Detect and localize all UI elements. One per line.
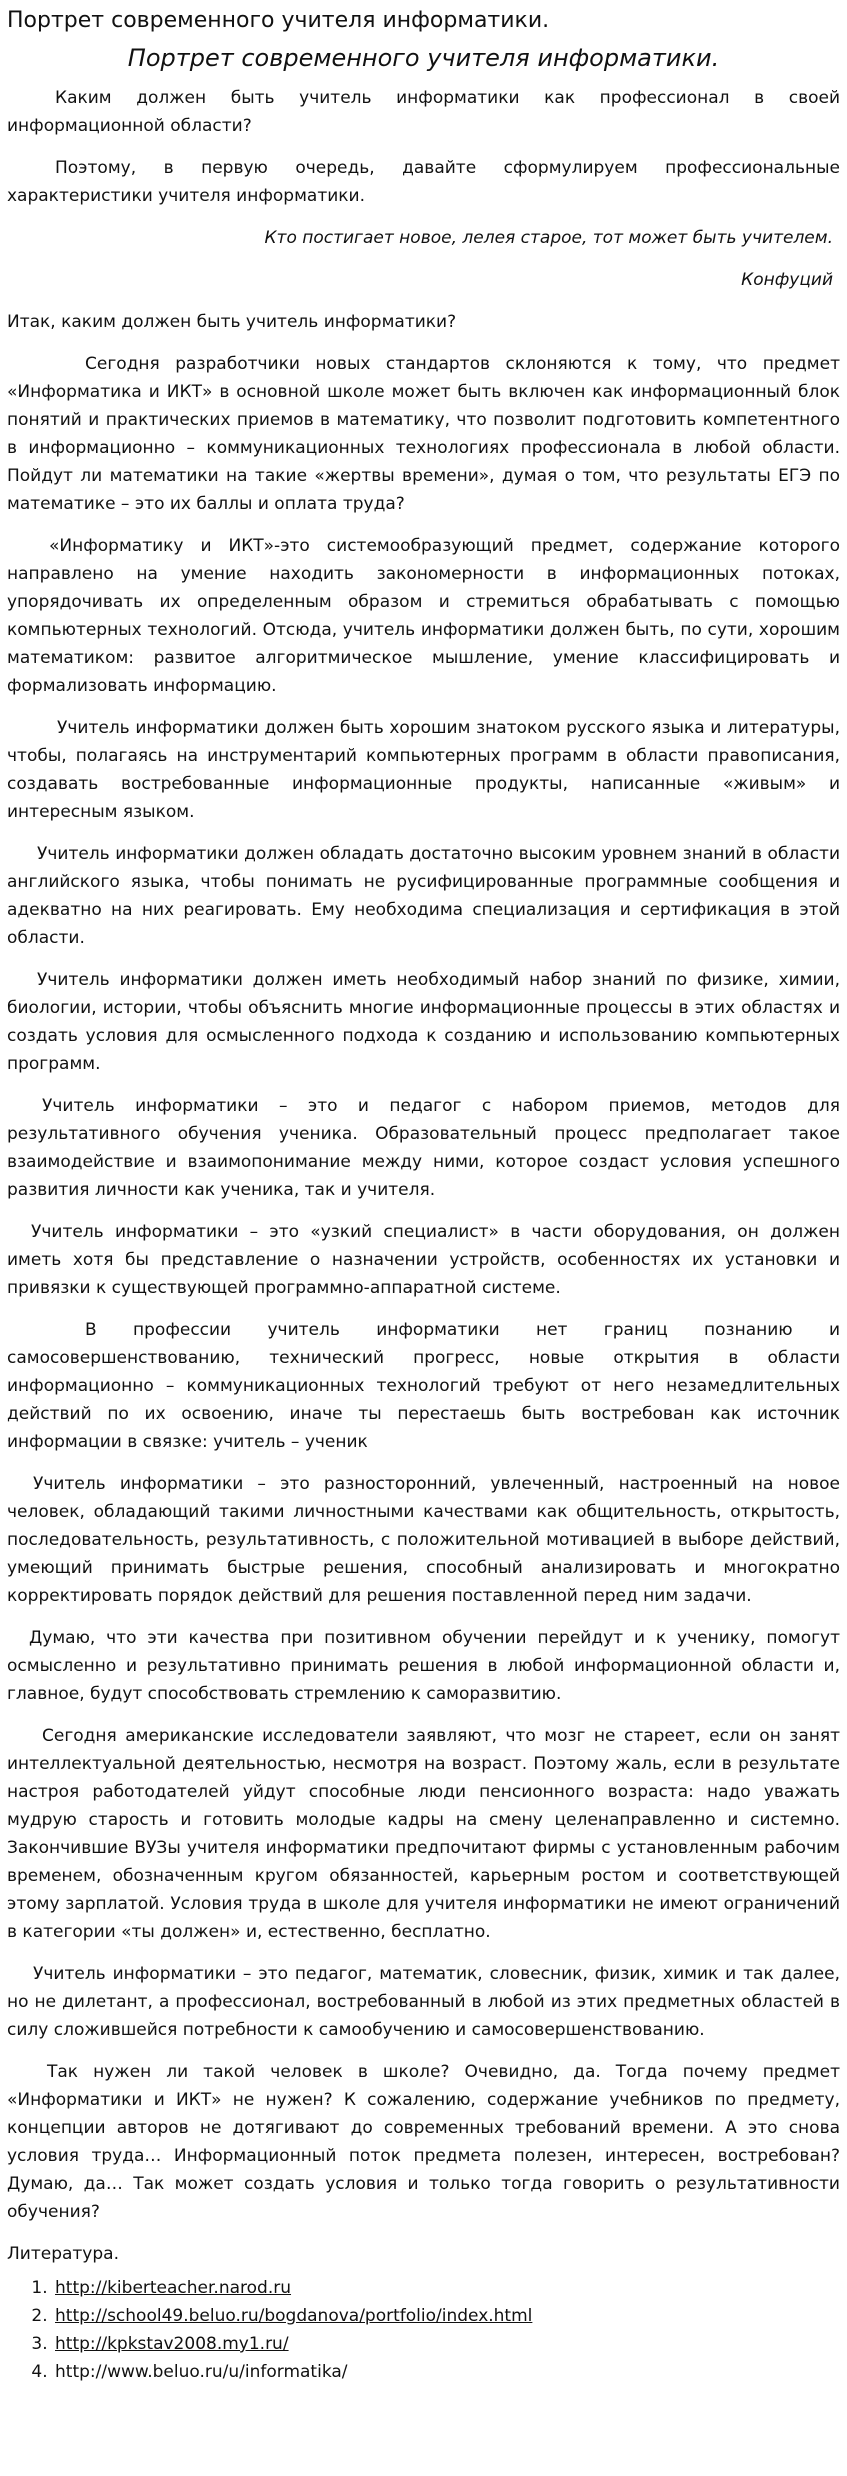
body-paragraph-1: Сегодня разработчики новых стандартов склоняются к тому, что предмет «Информатика и ИКТ» в основной школе может быть включен как информационный блок понятий и практических приемов в математику, что позволит подготовить компетентного в информационно – коммуникационных технологиях профессионала в любой области. Пойдут ли математики на такие «жертвы времени», думая о том, что результаты ЕГЭ по математике – это их баллы и оплата труда? (7, 354, 840, 514)
body-paragraph-4: Учитель информатики должен обладать достаточно высоким уровнем знаний в области английского языка, чтобы понимать не русифицированные программные сообщения и адекватно на них реагировать. Ему необходима специализация и сертификация в этой области. (7, 844, 840, 948)
body-paragraph-10: Думаю, что эти качества при позитивном обучении перейдут и к ученику, помогут осмысленно и результативно принимать решения в любой информационной области и, главное, будут способствовать стремлению к саморазвитию. (7, 1628, 840, 1704)
reference-link-1[interactable]: http://kiberteacher.narod.ru (55, 2278, 292, 2298)
body-paragraph-12: Учитель информатики – это педагог, математик, словесник, физик, химик и так далее, но не дилетант, а профессионал, востребованный в любой из этих предметных областей в силу сложившейся потребности к самообучению и самосовершенствованию. (7, 1964, 840, 2040)
reference-item (53, 2358, 840, 2386)
body-paragraph-11: Сегодня американские исследователи заявляют, что мозг не стареет, если он занят интеллектуальной деятельностью, несмотря на возраст. Поэтому жаль, если в результате настроя работодателей уйдут способные люди пенсионного возраста: надо уважать мудрую старость и готовить молодые кадры на смену целенаправленно и системно. Закончившие ВУЗы учителя информатики предпочитают фирмы с установленным рабочим временем, обозначенным кругом обязанностей, карьерным ростом и соответствующей этому зарплатой. Условия труда в школе для учителя информатики не имеют ограничений в категории «ты должен» и, естественно, бесплатно. (7, 1726, 840, 1942)
body-paragraph-8: В профессии учитель информатики нет границ познанию и самосовершенствованию, технический прогресс, новые открытия в области информационно – коммуникационных технологий требуют от него незамедлительных действий по их освоению, иначе ты перестаешь быть востребован как источник информации в связке: учитель – ученик (7, 1320, 840, 1452)
epigraph-author: Конфуций (741, 270, 833, 290)
body-paragraph-5: Учитель информатики должен иметь необходимый набор знаний по физике, химии, биологии, истории, чтобы объяснить многие информационные процессы в этих областях и создать условия для осмысленного подхода к созданию и использованию компьютерных программ. (7, 970, 840, 1074)
body-paragraph-9: Учитель информатики – это разносторонний, увлеченный, настроенный на новое человек, обладающий такими личностными качествами как общительность, открытость, последовательность, результативность, с положительной мотивацией в выборе действий, умеющий принимать быстрые решения, способный анализировать и многократно корректировать порядок действий для решения поставленной перед ним задачи. (7, 1474, 840, 1606)
reference-item (53, 2302, 840, 2330)
body-paragraph-6: Учитель информатики – это и педагог с набором приемов, методов для результативного обучения ученика. Образовательный процесс предполагает такое взаимодействие и взаимопонимание между ними, которое создаст условия успешного развития личности как ученика, так и учителя. (7, 1096, 840, 1200)
body-paragraph-13: Так нужен ли такой человек в школе? Очевидно, да. Тогда почему предмет «Информатики и ИКТ» не нужен? К сожалению, содержание учебников по предмету, концепции авторов не дотягивают до современных требований времени. А это снова условия труда… Информационный поток предмета полезен, интересен, востребован? Думаю, да… Так может создать условия и только тогда говорить о результативности обучения? (7, 2062, 840, 2222)
reference-link-3[interactable]: http://kpkstav2008.my1.ru/ (55, 2334, 289, 2354)
reference-link-2[interactable]: http://school49.beluo.ru/bogdanova/portfolio/index.html (55, 2306, 533, 2326)
article-title: Портрет современного учителя информатики. (127, 44, 720, 72)
body-paragraph-3: Учитель информатики должен быть хорошим знатоком русского языка и литературы, чтобы, полагаясь на инструментарий компьютерных программ в области правописания, создавать востребованные информационные продукты, написанные «живым» и интересным языком. (7, 718, 840, 822)
intro-paragraph-1: Каким должен быть учитель информатики как профессионал в своей информационной области? (7, 88, 840, 136)
page-title: Портрет современного учителя информатики. (7, 8, 550, 33)
reference-item (53, 2274, 840, 2302)
reference-text-4: http://www.beluo.ru/u/informatika/ (55, 2362, 348, 2382)
references-list (7, 2274, 840, 2386)
intro-paragraph-2: Поэтому, в первую очередь, давайте сформулируем профессиональные характеристики учителя информатики. (7, 158, 840, 206)
article-question: Итак, каким должен быть учитель информатики? (7, 312, 457, 332)
page (0, 6, 847, 2386)
literature-title: Литература. (7, 2244, 119, 2264)
reference-item (53, 2330, 840, 2358)
epigraph-quote: Кто постигает новое, лелея старое, тот может быть учителем. (264, 228, 833, 248)
body-paragraph-7: Учитель информатики – это «узкий специалист» в части оборудования, он должен иметь хотя бы представление о назначении устройств, особенностях их установки и привязки к существующей программно-аппаратной системе. (7, 1222, 840, 1298)
body-paragraph-2: «Информатику и ИКТ»-это системообразующий предмет, содержание которого направлено на умение находить закономерности в информационных потоках, упорядочивать их определенным образом и стремиться обрабатывать с помощью компьютерных технологий. Отсюда, учитель информатики должен быть, по сути, хорошим математиком: развитое алгоритмическое мышление, умение классифицировать и формализовать информацию. (7, 536, 840, 696)
